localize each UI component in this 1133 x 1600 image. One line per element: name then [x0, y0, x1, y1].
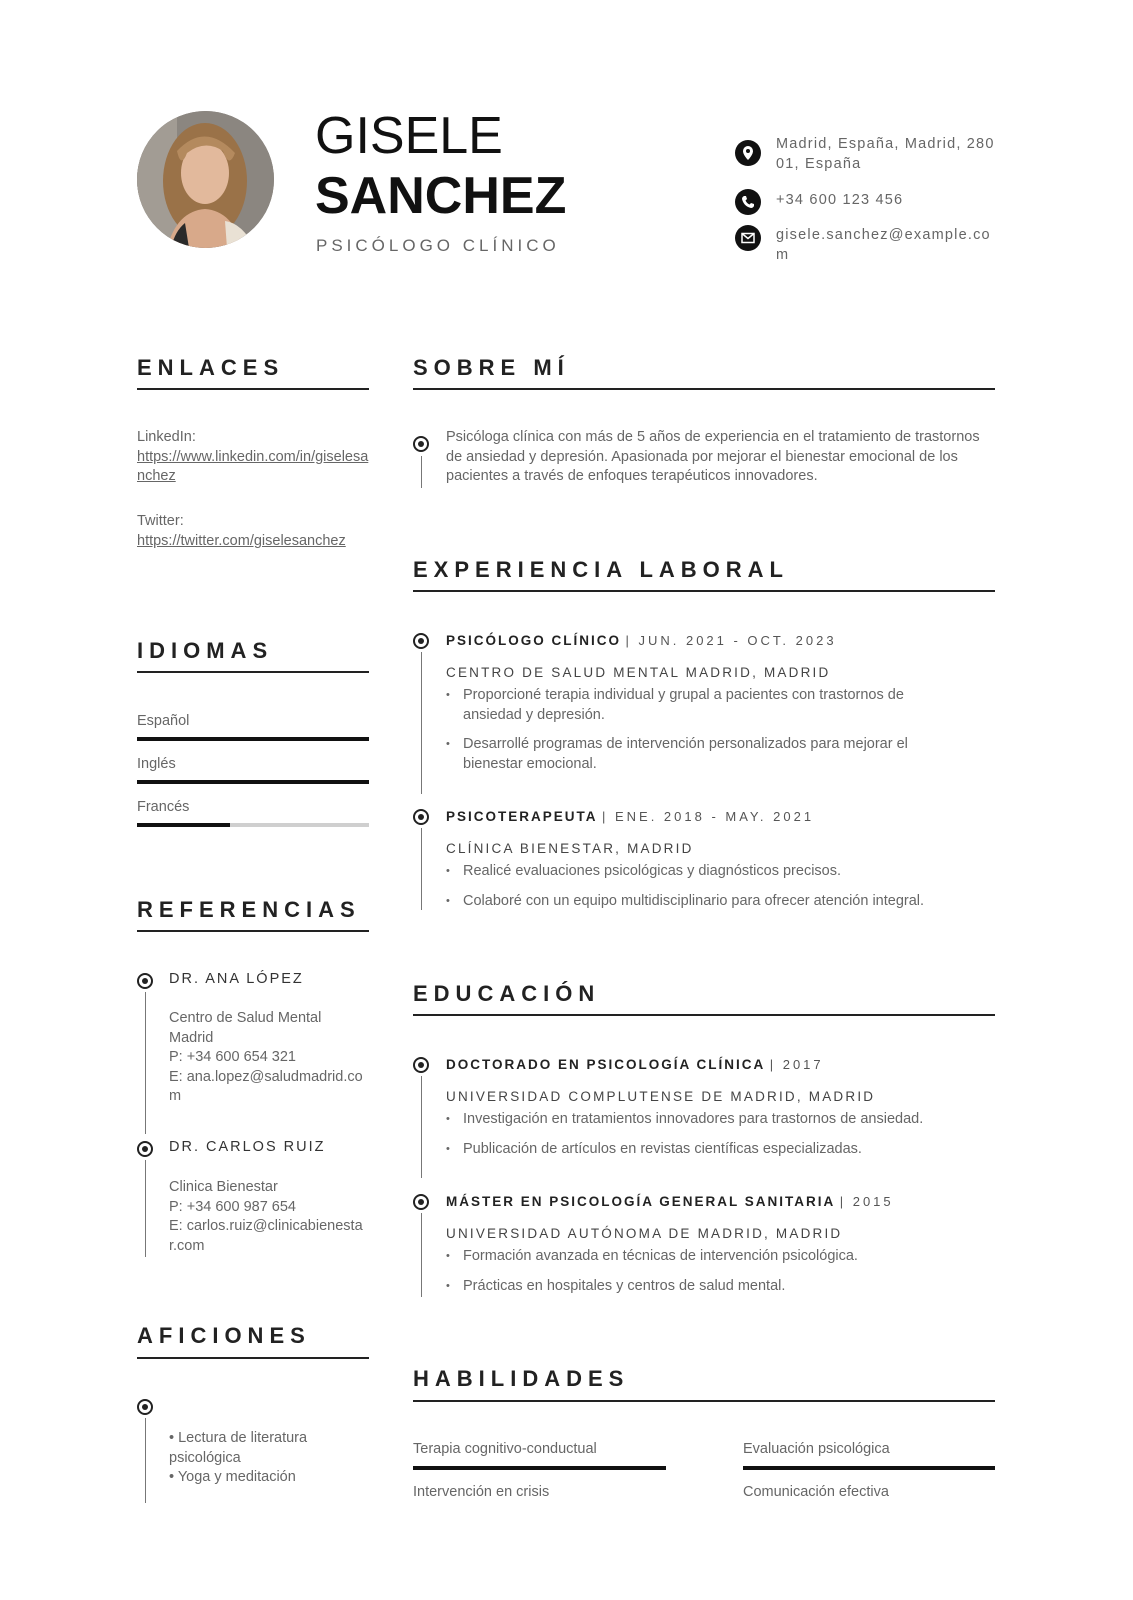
skill-name: Intervención en crisis	[413, 1484, 550, 1500]
timeline-dot-icon	[137, 973, 153, 989]
language-name: Español	[137, 713, 190, 729]
reference-details	[169, 1178, 364, 1256]
job-date: | JUN. 2021 - OCT. 2023	[625, 633, 837, 648]
skill-level-fill	[413, 1466, 666, 1470]
twitter-link[interactable]: https://twitter.com/giselesanchez	[137, 532, 346, 549]
educacion-heading: EDUCACIÓN	[413, 981, 601, 1006]
language-level-fill	[137, 737, 369, 741]
profile-photo	[137, 111, 274, 248]
language-level-bar	[137, 823, 369, 827]
job-bullets	[446, 862, 986, 911]
list-item: • Investigación en tratamientos innovadores para trastornos de ansiedad.	[446, 1110, 986, 1130]
enlaces-rule	[137, 388, 369, 390]
education-bullets	[446, 1110, 986, 1159]
aficiones-heading: AFICIONES	[137, 1323, 311, 1348]
language-level-bar	[137, 737, 369, 741]
degree-title: MÁSTER EN PSICOLOGÍA GENERAL SANITARIA	[446, 1194, 836, 1209]
twitter-link-block	[137, 512, 369, 551]
phone-icon	[735, 189, 761, 215]
timeline-line	[421, 456, 423, 488]
reference-org: Clinica Bienestar	[169, 1179, 278, 1195]
timeline-dot-icon	[413, 1194, 429, 1210]
timeline-dot-icon	[413, 1057, 429, 1073]
timeline-line	[421, 1213, 423, 1297]
language-name: Francés	[137, 799, 190, 815]
hobby-item: • Lectura de literatura psicológica	[169, 1430, 308, 1466]
timeline-dot-icon	[413, 809, 429, 825]
referencias-heading: REFERENCIAS	[137, 897, 361, 922]
list-item: • Realicé evaluaciones psicológicas y diagnósticos precisos.	[446, 862, 986, 882]
reference-name: DR. ANA LÓPEZ	[169, 971, 304, 987]
aficiones-rule	[137, 1357, 369, 1359]
language-level-fill	[137, 823, 230, 827]
job-employer: CENTRO DE SALUD MENTAL MADRID, MADRID	[446, 665, 831, 680]
first-name: GISELE	[315, 107, 503, 165]
education-header	[446, 1056, 824, 1074]
sobre-mi-rule	[413, 388, 995, 390]
hobbies-list	[169, 1429, 359, 1488]
institution: UNIVERSIDAD AUTÓNOMA DE MADRID, MADRID	[446, 1226, 843, 1241]
timeline-dot-icon	[137, 1141, 153, 1157]
list-item: • Formación avanzada en técnicas de intervención psicológica.	[446, 1247, 986, 1267]
job-role: PSICÓLOGO CLÍNICO	[316, 236, 560, 255]
address-text: Madrid, España, Madrid, 28001, España	[776, 136, 995, 172]
referencias-rule	[137, 930, 369, 932]
idiomas-heading: IDIOMAS	[137, 638, 274, 663]
job-employer: CLÍNICA BIENESTAR, MADRID	[446, 841, 694, 856]
job-date: | ENE. 2018 - MAY. 2021	[601, 809, 815, 824]
reference-org: Centro de Salud Mental Madrid	[169, 1010, 322, 1046]
job-header	[446, 632, 837, 650]
degree-title: DOCTORADO EN PSICOLOGÍA CLÍNICA	[446, 1057, 766, 1072]
list-item: • Publicación de artículos en revistas científicas especializadas.	[446, 1140, 986, 1160]
list-item: • Desarrollé programas de intervención personalizados para mejorar el bienestar emocional.	[446, 735, 956, 774]
sobre-mi-heading: SOBRE MÍ	[413, 355, 570, 380]
skill-level-fill	[743, 1466, 995, 1470]
experiencia-rule	[413, 590, 995, 592]
reference-email[interactable]: E: ana.lopez@saludmadrid.com	[169, 1068, 363, 1104]
job-title: PSICOTERAPEUTA	[446, 809, 598, 824]
timeline-line	[145, 1418, 147, 1503]
timeline-dot-icon	[413, 633, 429, 649]
reference-phone: P: +34 600 654 321	[169, 1049, 296, 1065]
timeline-dot-icon	[413, 436, 429, 452]
email-text[interactable]: gisele.sanchez@example.com	[776, 227, 991, 263]
reference-name: DR. CARLOS RUIZ	[169, 1139, 326, 1155]
skill-level-bar	[413, 1466, 666, 1470]
experiencia-heading: EXPERIENCIA LABORAL	[413, 557, 789, 582]
idiomas-rule	[137, 671, 369, 673]
educacion-rule	[413, 1014, 995, 1016]
linkedin-label: LinkedIn:	[137, 429, 196, 445]
skill-name: Evaluación psicológica	[743, 1441, 890, 1457]
institution: UNIVERSIDAD COMPLUTENSE DE MADRID, MADRID	[446, 1089, 876, 1104]
timeline-dot-icon	[137, 1399, 153, 1415]
location-pin-icon	[735, 140, 761, 166]
job-header	[446, 808, 814, 826]
list-item: • Colaboré con un equipo multidisciplinario para ofrecer atención integral.	[446, 892, 986, 912]
linkedin-link[interactable]: https://www.linkedin.com/in/giselesanchez	[137, 448, 369, 484]
degree-date: | 2015	[839, 1194, 894, 1209]
hobby-item: • Yoga y meditación	[169, 1469, 296, 1485]
job-bullets	[446, 686, 956, 774]
skill-name: Comunicación efectiva	[743, 1484, 889, 1500]
twitter-label: Twitter:	[137, 513, 184, 529]
reference-details	[169, 1009, 364, 1107]
timeline-line	[145, 992, 147, 1134]
list-item: • Proporcioné terapia individual y grupal a pacientes con trastornos de ansiedad y depresión.	[446, 686, 956, 725]
language-level-bar	[137, 780, 369, 784]
timeline-line	[421, 828, 423, 910]
linkedin-link-block	[137, 428, 369, 487]
timeline-line	[145, 1160, 147, 1257]
skill-name: Terapia cognitivo-conductual	[413, 1441, 597, 1457]
timeline-line	[421, 1076, 423, 1178]
envelope-icon	[735, 225, 761, 251]
reference-phone: P: +34 600 987 654	[169, 1198, 296, 1215]
reference-email[interactable]: E: carlos.ruiz@clinicabienestar.com	[169, 1218, 363, 1254]
timeline-line	[421, 652, 423, 794]
about-text: Psicóloga clínica con más de 5 años de experiencia en el tratamiento de trastornos de ansiedad y depresión. Apasionada por mejorar el bienestar emocional de los pacientes a través de enfoques terapéuticos innovadores.	[446, 429, 980, 484]
education-bullets	[446, 1247, 986, 1296]
education-header	[446, 1193, 894, 1211]
skill-level-bar	[743, 1466, 995, 1470]
degree-date: | 2017	[769, 1057, 824, 1072]
habilidades-heading: HABILIDADES	[413, 1366, 630, 1391]
last-name: SANCHEZ	[315, 167, 567, 225]
list-item: • Prácticas en hospitales y centros de salud mental.	[446, 1277, 986, 1297]
language-name: Inglés	[137, 756, 176, 772]
phone-text: +34 600 123 456	[776, 192, 904, 208]
habilidades-rule	[413, 1400, 995, 1402]
enlaces-heading: ENLACES	[137, 355, 285, 380]
job-title: PSICÓLOGO CLÍNICO	[446, 633, 622, 648]
language-level-fill	[137, 780, 369, 784]
